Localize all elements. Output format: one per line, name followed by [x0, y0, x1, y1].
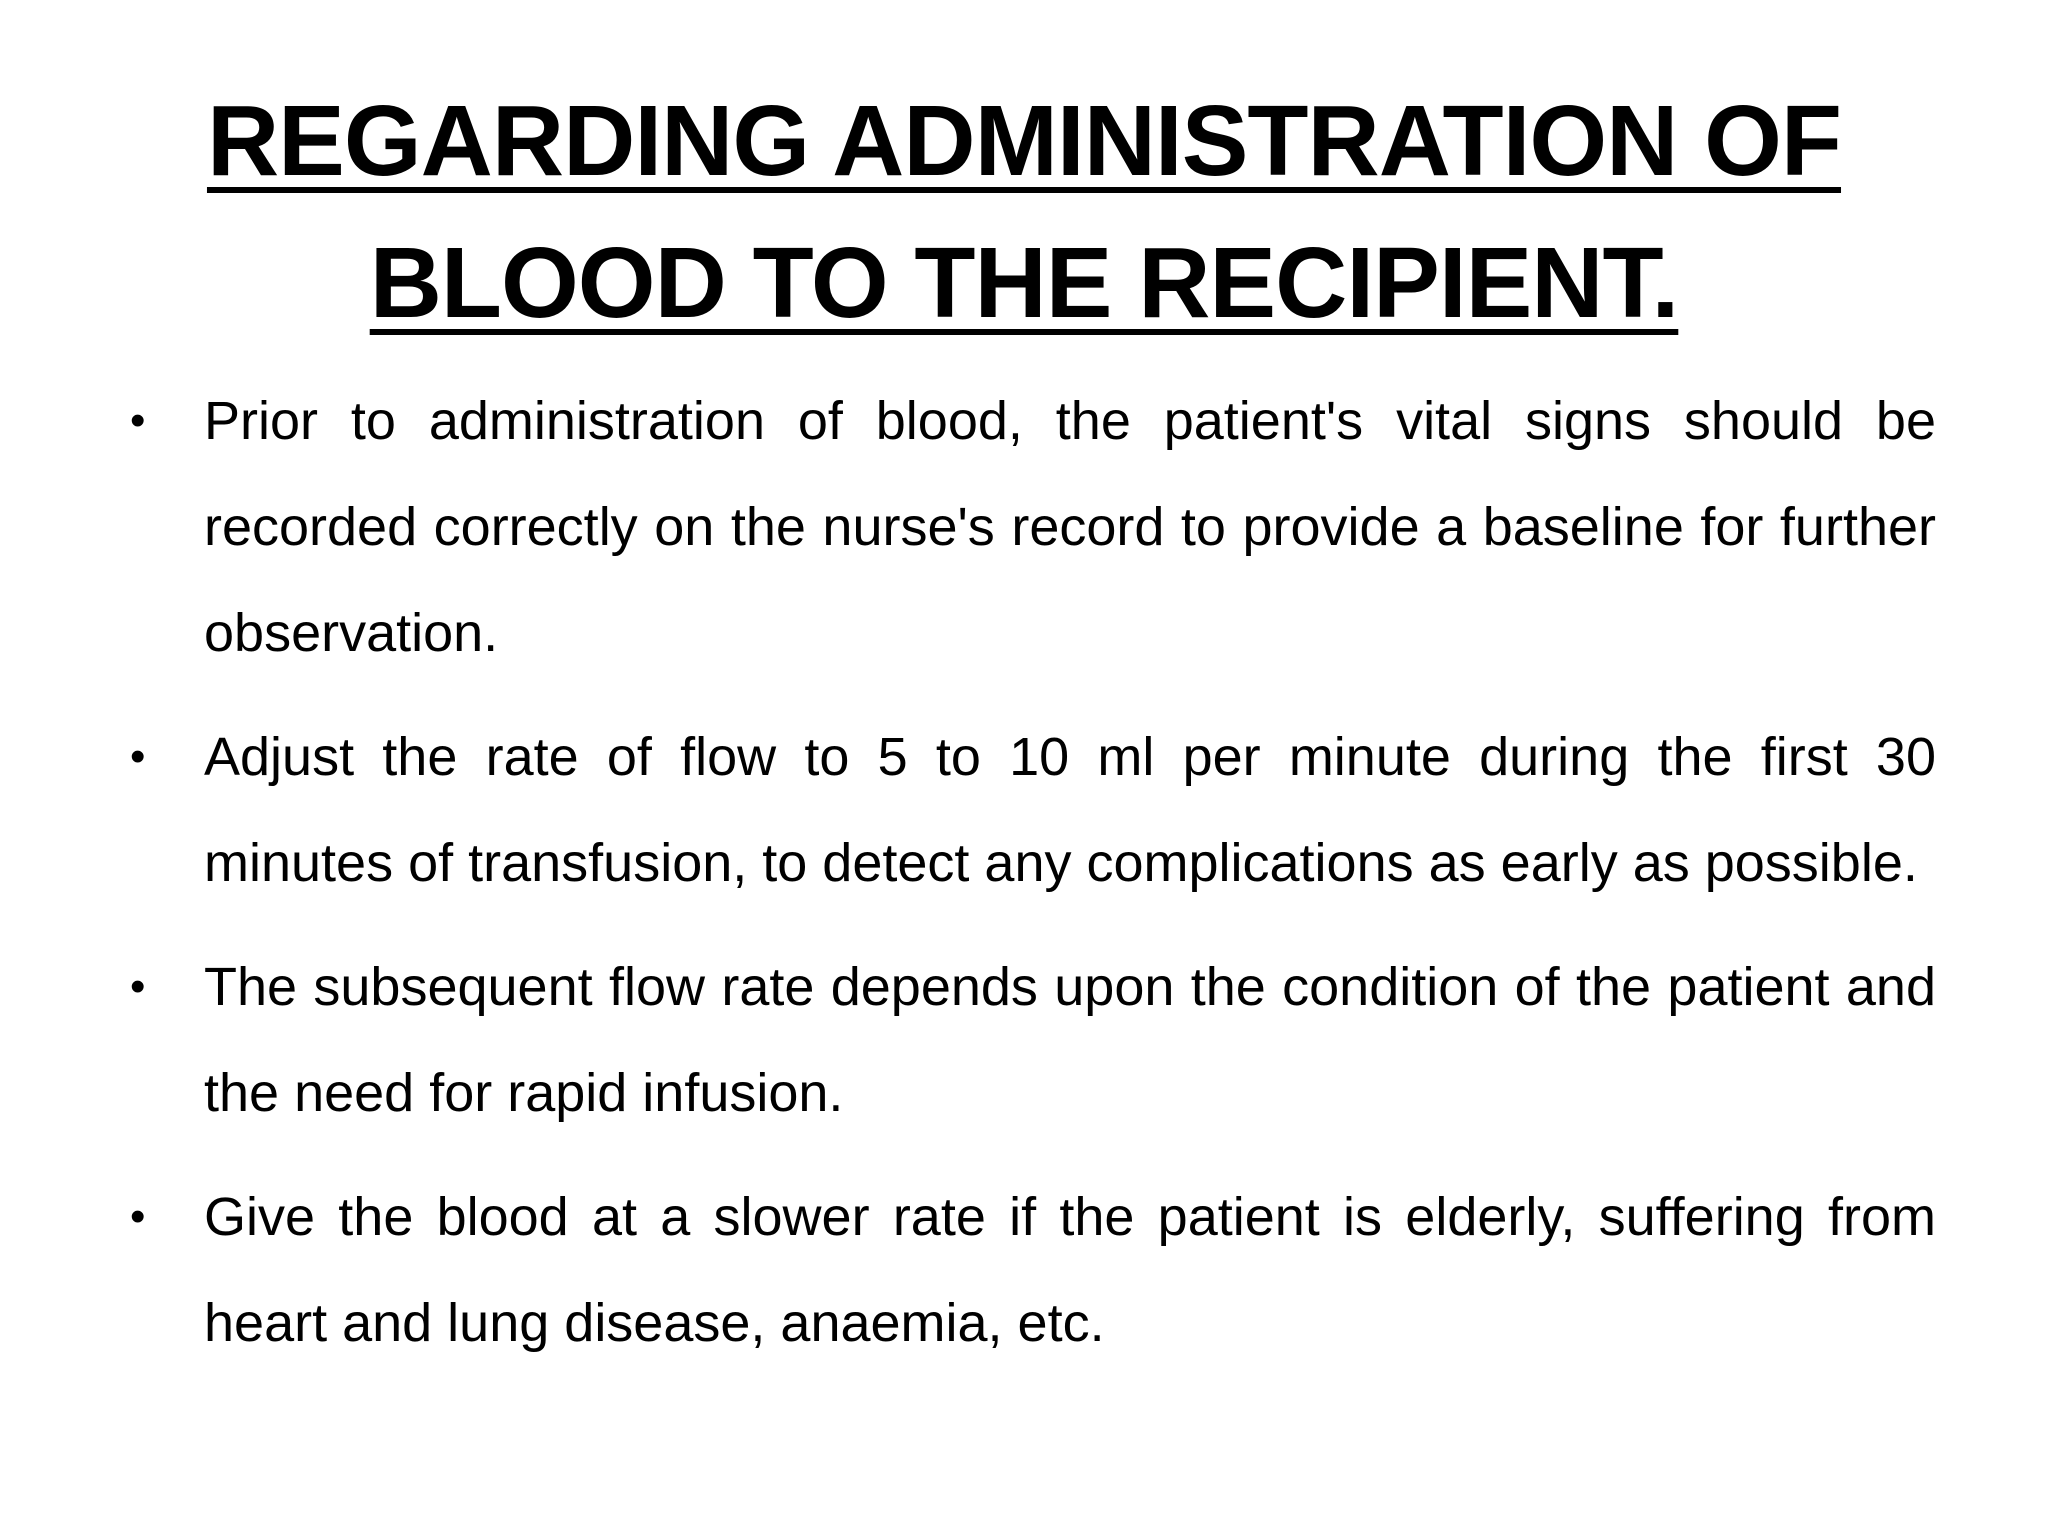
bullet-icon: • [130, 732, 146, 781]
bullet-item-vital-signs [120, 368, 1936, 686]
bullet-list [120, 368, 1936, 1394]
bullet-item-subsequent-rate [120, 934, 1936, 1146]
bullet-text: Adjust the rate of flow to 5 to 10 ml per minute during the first 30 minutes of transfusion, to detect any complications as early as possible. [204, 727, 1936, 893]
bullet-item-slower-rate [120, 1164, 1936, 1376]
title-line-2: BLOOD TO THE RECIPIENT. [369, 227, 1679, 339]
bullet-text: Give the blood at a slower rate if the patient is elderly, suffering from heart and lung disease, anaemia, etc. [204, 1187, 1936, 1353]
title-line-1: REGARDING ADMINISTRATION OF [206, 85, 1842, 197]
bullet-icon: • [130, 1192, 146, 1241]
bullet-item-flow-rate [120, 704, 1936, 916]
slide-title [0, 70, 2048, 354]
bullet-text: Prior to administration of blood, the patient's vital signs should be recorded correctly on the nurse's record to provide a baseline for further observation. [204, 391, 1936, 663]
bullet-text: The subsequent flow rate depends upon the condition of the patient and the need for rapid infusion. [204, 957, 1936, 1123]
bullet-icon: • [130, 962, 146, 1011]
bullet-icon: • [130, 396, 146, 445]
